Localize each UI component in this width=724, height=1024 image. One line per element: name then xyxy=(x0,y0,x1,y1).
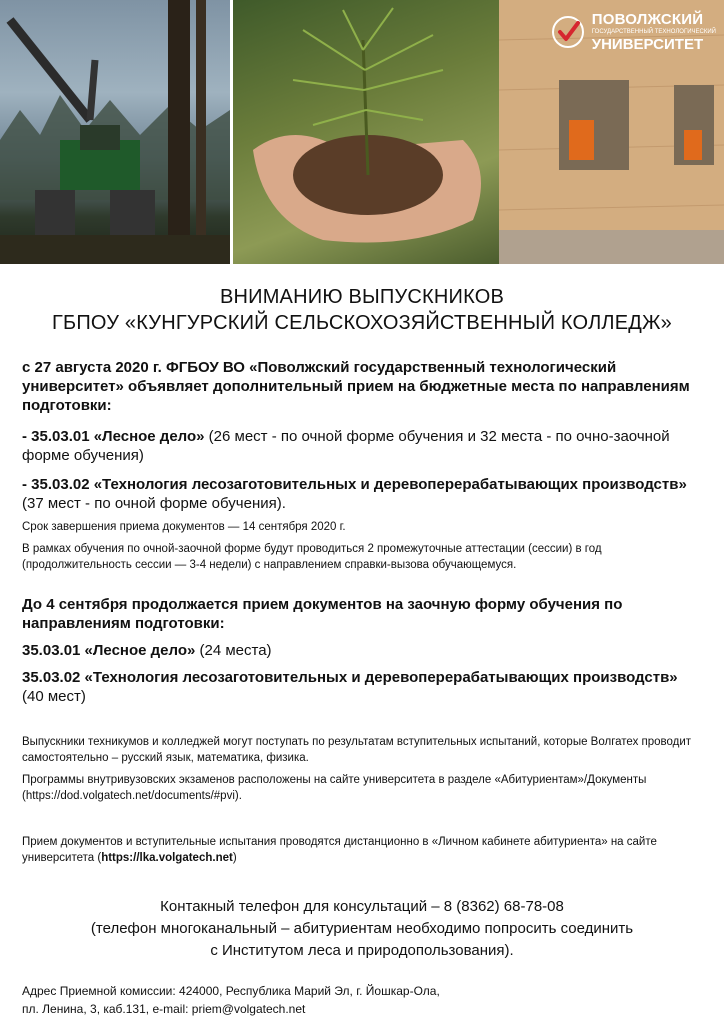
budget-item-logging-technology xyxy=(22,475,702,513)
address-block xyxy=(22,982,702,1018)
sessions-note: В рамках обучения по очной-заочной форме будут проводиться 2 промежуточные аттестации (сессии) в год (продолжительность сессии — 3-4 недели) с направлением справки-вызова обучающемуся. xyxy=(22,543,602,571)
title-line2: ГБПОУ «КУНГУРСКИЙ СЕЛЬСКОХОЗЯЙСТВЕННЫЙ КОЛЛЕДЖ» xyxy=(51,312,672,334)
title-line1: ВНИМАНИЮ ВЫПУСКНИКОВ xyxy=(219,286,505,308)
contact-block xyxy=(22,896,702,962)
programs-note: Программы внутривузовских экзаменов расположены на сайте университета в разделе «Абитуриентам»/Документы (https://dod.volgatech.net/documents/#pvi). xyxy=(22,774,647,802)
exams-note: Выпускники техникумов и колледжей могут поступать по результатам вступительных испытаний, которые Волгатех проводит самостоятельно – русский язык, математика, физика. xyxy=(22,736,692,764)
forest-harvester-photo xyxy=(0,0,230,264)
page-title xyxy=(22,284,702,336)
budget-item-code: - 35.03.01 «Лесное дело» xyxy=(22,428,205,445)
logo-title-line2: УНИВЕРСИТЕТ xyxy=(591,36,704,53)
university-logo xyxy=(550,12,716,52)
logo-title-line1: ПОВОЛЖСКИЙ xyxy=(591,11,704,28)
address-line1: Адрес Приемной комиссии: 424000, Республика Марий Эл, г. Йошкар-Ола, xyxy=(22,984,440,998)
correspondence-item-detail: (24 места) xyxy=(195,642,272,659)
budget-item-detail: (37 мест - по очной форме обучения). xyxy=(22,495,286,512)
address-line2: пл. Ленина, 3, каб.131, e-mail: priem@volgatech.net xyxy=(22,1002,306,1016)
correspondence-item-code: 35.03.02 «Технология лесозаготовительных и деревоперерабатывающих производств» xyxy=(22,669,678,686)
seedling-in-hands-photo xyxy=(233,0,499,264)
announcement-content xyxy=(22,284,702,1018)
correspondence-intro: До 4 сентября продолжается прием документов на заочную форму обучения по направлениям подготовки: xyxy=(22,596,623,632)
university-emblem-icon xyxy=(550,14,586,50)
contact-phone-line: Контакный телефон для консультаций – 8 (8362) 68-78-08 xyxy=(160,898,564,915)
deadline-note: Срок завершения приема документов — 14 сентября 2020 г. xyxy=(22,521,346,533)
personal-account-link[interactable]: https://lka.volgatech.net xyxy=(101,852,233,864)
remote-note-text: Прием документов и вступительные испытания проводятся дистанционно в «Личном кабинете абитуриента» на сайте университета ( xyxy=(22,836,657,864)
remote-admission-note xyxy=(22,834,702,866)
contact-note-line2: с Институтом леса и природопользования). xyxy=(210,942,514,959)
intro-paragraph: с 27 августа 2020 г. ФГБОУ ВО «Поволжский государственный технологический университет» объявляет дополнительный прием на бюджетные места по направлениям подготовки: xyxy=(22,359,690,414)
remote-note-end: ) xyxy=(232,852,237,864)
contact-note-line1: (телефон многоканальный – абитуриентам необходимо попросить соединить xyxy=(90,920,634,937)
correspondence-item-logging-technology xyxy=(22,668,702,706)
correspondence-item-forestry xyxy=(22,641,702,660)
budget-item-code: - 35.03.02 «Технология лесозаготовительных и деревоперерабатывающих производств» xyxy=(22,476,687,493)
correspondence-item-detail: (40 мест) xyxy=(22,688,86,705)
correspondence-item-code: 35.03.01 «Лесное дело» xyxy=(22,642,196,659)
logo-subtitle: ГОСУДАРСТВЕННЫЙ ТЕХНОЛОГИЧЕСКИЙ xyxy=(591,29,716,35)
budget-item-detail: (26 мест - по очной форме обучения и 32 места - по очно-заочной форме обучения) xyxy=(22,428,670,464)
budget-item-forestry xyxy=(22,427,702,465)
